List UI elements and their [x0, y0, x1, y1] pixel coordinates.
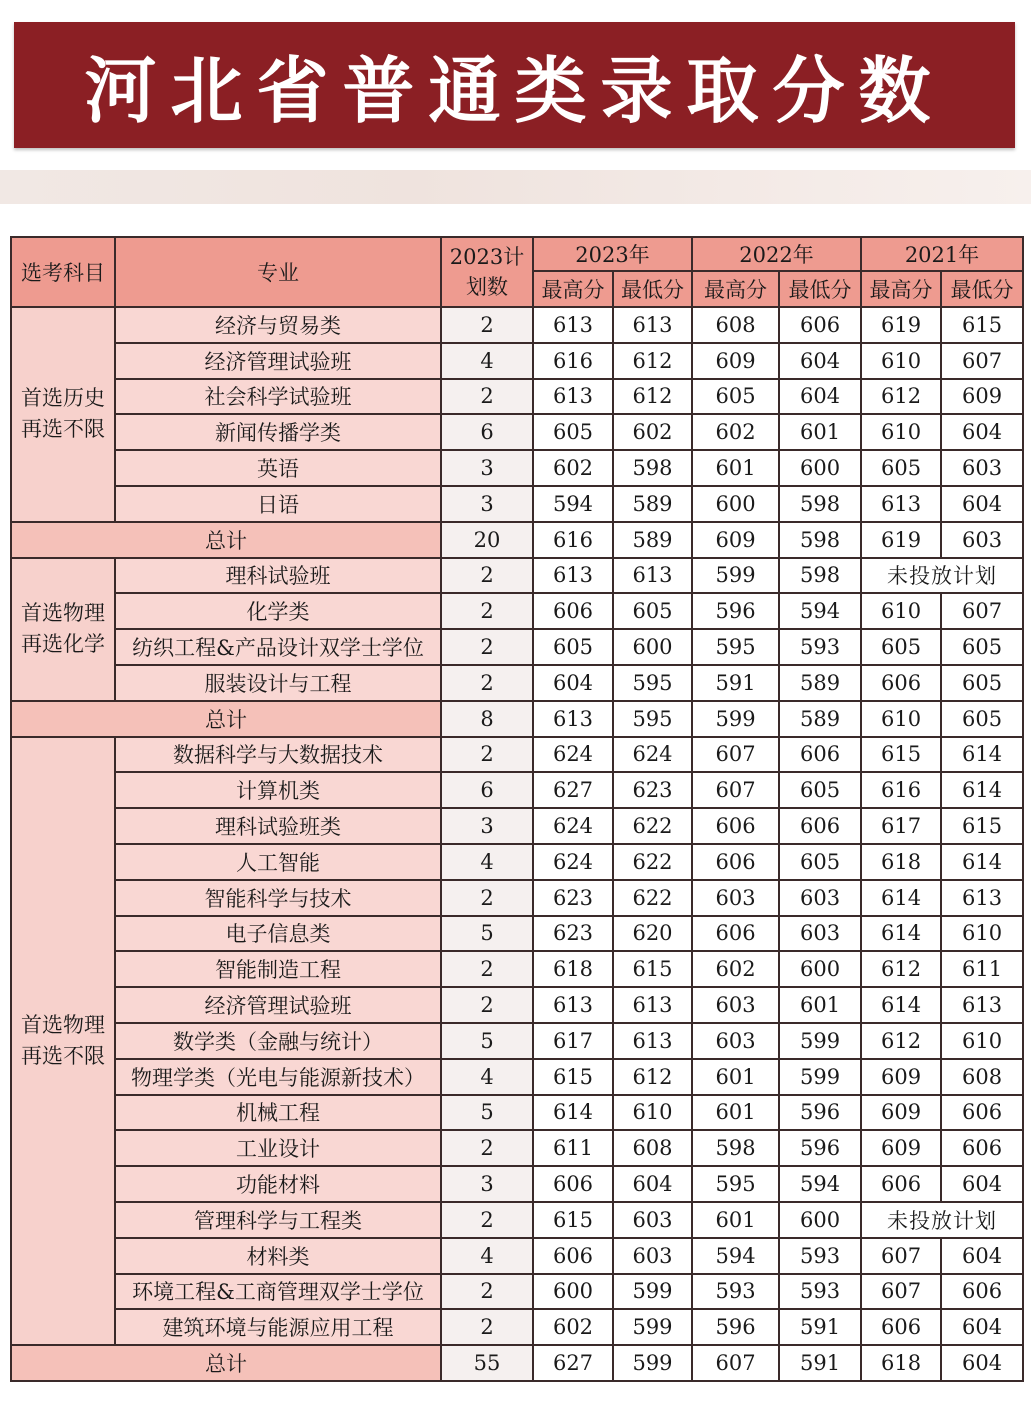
major-name: 数学类（金融与统计） — [115, 1023, 441, 1059]
header-min: 最低分 — [613, 271, 692, 307]
score-2022-min: 600 — [779, 951, 861, 987]
score-2021-min: 609 — [941, 379, 1023, 415]
table-row — [11, 737, 1023, 773]
major-name: 功能材料 — [115, 1166, 441, 1202]
table-row — [11, 1059, 1023, 1095]
table-row — [11, 593, 1023, 629]
score-2022-min: 593 — [779, 1274, 861, 1310]
score-2023-min: 612 — [613, 379, 692, 415]
major-name: 理科试验班类 — [115, 808, 441, 844]
score-2021-min: 610 — [941, 916, 1023, 952]
score-2022-max: 603 — [692, 880, 779, 916]
score-2021-max: 614 — [861, 987, 941, 1023]
score-2023-min: 603 — [613, 1238, 692, 1274]
score-2021-max: 612 — [861, 1023, 941, 1059]
score-2023-max: 627 — [533, 772, 613, 808]
score-2022-min: 594 — [779, 593, 861, 629]
major-name: 新闻传播学类 — [115, 414, 441, 450]
major-name: 经济管理试验班 — [115, 343, 441, 379]
major-name: 计算机类 — [115, 772, 441, 808]
score-2023-min: 622 — [613, 880, 692, 916]
total-2022-min: 598 — [779, 522, 861, 558]
score-2022-max: 595 — [692, 629, 779, 665]
score-2022-min: 605 — [779, 772, 861, 808]
header-year-2023: 2023年 — [533, 237, 692, 271]
header-plan: 2023计划数 — [441, 237, 533, 307]
score-2022-max: 602 — [692, 951, 779, 987]
total-2023-min: 589 — [613, 522, 692, 558]
score-2022-min: 596 — [779, 1130, 861, 1166]
score-2023-min: 598 — [613, 450, 692, 486]
total-2021-max: 619 — [861, 522, 941, 558]
score-2021-min: 613 — [941, 880, 1023, 916]
score-2022-min: 601 — [779, 414, 861, 450]
score-2022-max: 607 — [692, 772, 779, 808]
score-2023-min: 613 — [613, 1023, 692, 1059]
score-2021-max: 610 — [861, 414, 941, 450]
score-2023-min: 612 — [613, 1059, 692, 1095]
total-2022-max: 609 — [692, 522, 779, 558]
score-2021-note: 未投放计划 — [861, 1202, 1023, 1238]
score-2021-note: 未投放计划 — [861, 558, 1023, 594]
table-row — [11, 486, 1023, 522]
major-name: 日语 — [115, 486, 441, 522]
table-row — [11, 1095, 1023, 1131]
major-name: 智能制造工程 — [115, 951, 441, 987]
score-2022-max: 595 — [692, 1166, 779, 1202]
total-label: 总计 — [11, 1345, 441, 1381]
group-label-text: 首选物理再选化学 — [20, 601, 105, 657]
score-2021-max: 610 — [861, 343, 941, 379]
score-2021-max: 609 — [861, 1130, 941, 1166]
plan-count: 3 — [441, 486, 533, 522]
score-2023-max: 606 — [533, 1166, 613, 1202]
score-2023-max: 604 — [533, 665, 613, 701]
score-2022-max: 601 — [692, 1202, 779, 1238]
score-2021-min: 606 — [941, 1274, 1023, 1310]
total-row — [11, 701, 1023, 737]
score-2022-min: 589 — [779, 665, 861, 701]
plan-count: 2 — [441, 1202, 533, 1238]
score-2023-max: 624 — [533, 737, 613, 773]
score-2021-min: 610 — [941, 1023, 1023, 1059]
score-2021-min: 604 — [941, 1309, 1023, 1345]
plan-count: 6 — [441, 414, 533, 450]
score-2021-min: 611 — [941, 951, 1023, 987]
score-2023-max: 623 — [533, 880, 613, 916]
score-2023-min: 620 — [613, 916, 692, 952]
table-row — [11, 1238, 1023, 1274]
score-2021-max: 617 — [861, 808, 941, 844]
score-2021-min: 604 — [941, 486, 1023, 522]
score-2021-min: 607 — [941, 343, 1023, 379]
score-2022-max: 609 — [692, 343, 779, 379]
plan-count: 2 — [441, 737, 533, 773]
total-plan: 20 — [441, 522, 533, 558]
score-2021-max: 606 — [861, 1309, 941, 1345]
score-2022-max: 601 — [692, 1095, 779, 1131]
major-name: 智能科学与技术 — [115, 880, 441, 916]
score-2022-min: 598 — [779, 486, 861, 522]
score-2023-max: 614 — [533, 1095, 613, 1131]
score-2023-max: 600 — [533, 1274, 613, 1310]
table-row — [11, 665, 1023, 701]
score-2023-max: 615 — [533, 1059, 613, 1095]
score-2021-max: 607 — [861, 1274, 941, 1310]
plan-count: 2 — [441, 379, 533, 415]
major-name: 服装设计与工程 — [115, 665, 441, 701]
total-2021-min: 603 — [941, 522, 1023, 558]
table-row — [11, 844, 1023, 880]
score-2023-min: 599 — [613, 1274, 692, 1310]
header-max: 最高分 — [861, 271, 941, 307]
score-table — [10, 236, 1024, 1382]
score-2023-min: 622 — [613, 808, 692, 844]
table-row — [11, 1130, 1023, 1166]
plan-count: 4 — [441, 844, 533, 880]
major-name: 电子信息类 — [115, 916, 441, 952]
score-2021-min: 606 — [941, 1095, 1023, 1131]
group-label — [11, 737, 115, 1346]
score-2021-min: 614 — [941, 844, 1023, 880]
total-2021-min: 605 — [941, 701, 1023, 737]
score-2022-max: 599 — [692, 558, 779, 594]
score-2022-min: 604 — [779, 343, 861, 379]
table-row — [11, 414, 1023, 450]
score-2021-max: 614 — [861, 916, 941, 952]
score-2023-max: 602 — [533, 1309, 613, 1345]
plan-count: 2 — [441, 1274, 533, 1310]
plan-count: 2 — [441, 307, 533, 343]
total-plan: 55 — [441, 1345, 533, 1381]
score-2023-min: 595 — [613, 665, 692, 701]
table-row — [11, 1274, 1023, 1310]
score-2023-min: 623 — [613, 772, 692, 808]
score-2023-min: 624 — [613, 737, 692, 773]
score-2022-min: 593 — [779, 1238, 861, 1274]
score-2021-max: 612 — [861, 951, 941, 987]
plan-count: 5 — [441, 1023, 533, 1059]
plan-count: 2 — [441, 951, 533, 987]
table-row — [11, 343, 1023, 379]
score-2021-min: 605 — [941, 629, 1023, 665]
score-2023-max: 613 — [533, 558, 613, 594]
score-2022-max: 596 — [692, 1309, 779, 1345]
total-2023-min: 595 — [613, 701, 692, 737]
score-2021-min: 604 — [941, 1166, 1023, 1202]
score-2023-max: 605 — [533, 629, 613, 665]
score-2023-max: 605 — [533, 414, 613, 450]
title-banner — [14, 22, 1015, 148]
major-name: 英语 — [115, 450, 441, 486]
score-2021-max: 612 — [861, 379, 941, 415]
score-2022-min: 594 — [779, 1166, 861, 1202]
score-2022-min: 591 — [779, 1309, 861, 1345]
score-2022-min: 606 — [779, 307, 861, 343]
plan-count: 2 — [441, 629, 533, 665]
group-label — [11, 307, 115, 522]
plan-count: 2 — [441, 665, 533, 701]
table-row — [11, 307, 1023, 343]
score-2023-min: 612 — [613, 343, 692, 379]
total-plan: 8 — [441, 701, 533, 737]
score-2021-min: 604 — [941, 414, 1023, 450]
major-name: 化学类 — [115, 593, 441, 629]
score-2022-min: 598 — [779, 558, 861, 594]
score-2023-max: 624 — [533, 808, 613, 844]
major-name: 经济与贸易类 — [115, 307, 441, 343]
score-2023-max: 602 — [533, 450, 613, 486]
table-row — [11, 558, 1023, 594]
score-2023-min: 613 — [613, 307, 692, 343]
total-2022-min: 589 — [779, 701, 861, 737]
score-2023-min: 603 — [613, 1202, 692, 1238]
score-2023-min: 613 — [613, 558, 692, 594]
score-2021-min: 604 — [941, 1238, 1023, 1274]
score-2022-min: 600 — [779, 450, 861, 486]
score-2022-min: 599 — [779, 1023, 861, 1059]
score-2021-max: 607 — [861, 1238, 941, 1274]
total-2023-max: 627 — [533, 1345, 613, 1381]
table-row — [11, 880, 1023, 916]
score-2023-max: 617 — [533, 1023, 613, 1059]
score-2021-max: 606 — [861, 665, 941, 701]
score-2023-min: 610 — [613, 1095, 692, 1131]
score-2021-min: 606 — [941, 1130, 1023, 1166]
major-name: 材料类 — [115, 1238, 441, 1274]
score-2022-max: 603 — [692, 987, 779, 1023]
score-2023-min: 613 — [613, 987, 692, 1023]
total-2022-max: 599 — [692, 701, 779, 737]
score-2022-max: 607 — [692, 737, 779, 773]
plan-count: 6 — [441, 772, 533, 808]
total-2023-max: 613 — [533, 701, 613, 737]
score-2023-min: 605 — [613, 593, 692, 629]
table-row — [11, 916, 1023, 952]
major-name: 理科试验班 — [115, 558, 441, 594]
major-name: 建筑环境与能源应用工程 — [115, 1309, 441, 1345]
header-max: 最高分 — [692, 271, 779, 307]
score-2023-min: 622 — [613, 844, 692, 880]
total-2023-max: 616 — [533, 522, 613, 558]
total-2021-min: 604 — [941, 1345, 1023, 1381]
score-2023-min: 589 — [613, 486, 692, 522]
header-subject: 选考科目 — [11, 237, 115, 307]
score-2022-max: 596 — [692, 593, 779, 629]
plan-count: 3 — [441, 1166, 533, 1202]
group-label-text: 首选历史再选不限 — [20, 386, 105, 442]
score-2022-max: 591 — [692, 665, 779, 701]
total-label: 总计 — [11, 522, 441, 558]
score-2021-min: 614 — [941, 737, 1023, 773]
major-name: 工业设计 — [115, 1130, 441, 1166]
header-year-2021: 2021年 — [861, 237, 1023, 271]
score-2022-min: 605 — [779, 844, 861, 880]
plan-count: 5 — [441, 1095, 533, 1131]
total-2021-max: 618 — [861, 1345, 941, 1381]
score-2021-max: 605 — [861, 450, 941, 486]
table-body — [11, 307, 1023, 1381]
score-2022-min: 599 — [779, 1059, 861, 1095]
score-2023-min: 608 — [613, 1130, 692, 1166]
score-2022-max: 601 — [692, 1059, 779, 1095]
score-2021-max: 618 — [861, 844, 941, 880]
plan-count: 2 — [441, 880, 533, 916]
major-name: 环境工程&工商管理双学士学位 — [115, 1274, 441, 1310]
plan-count: 2 — [441, 987, 533, 1023]
table-row — [11, 1202, 1023, 1238]
major-name: 社会科学试验班 — [115, 379, 441, 415]
score-2021-min: 605 — [941, 665, 1023, 701]
score-2021-min: 607 — [941, 593, 1023, 629]
header-max: 最高分 — [533, 271, 613, 307]
score-2023-max: 618 — [533, 951, 613, 987]
score-2023-max: 613 — [533, 379, 613, 415]
table-row — [11, 1023, 1023, 1059]
table-row — [11, 629, 1023, 665]
table-row — [11, 450, 1023, 486]
score-2022-max: 598 — [692, 1130, 779, 1166]
plan-count: 2 — [441, 558, 533, 594]
table-row — [11, 379, 1023, 415]
table-row — [11, 772, 1023, 808]
plan-count: 3 — [441, 450, 533, 486]
score-2022-max: 606 — [692, 844, 779, 880]
score-2023-max: 616 — [533, 343, 613, 379]
score-2022-min: 604 — [779, 379, 861, 415]
plan-count: 2 — [441, 593, 533, 629]
score-2022-max: 602 — [692, 414, 779, 450]
table-row — [11, 808, 1023, 844]
table-row — [11, 951, 1023, 987]
score-2021-max: 605 — [861, 629, 941, 665]
score-2021-min: 615 — [941, 307, 1023, 343]
group-label-text: 首选物理再选不限 — [20, 1012, 105, 1068]
score-2021-min: 608 — [941, 1059, 1023, 1095]
total-row — [11, 522, 1023, 558]
group-label — [11, 558, 115, 701]
score-2022-max: 601 — [692, 450, 779, 486]
header-year-2022: 2022年 — [692, 237, 861, 271]
score-2021-max: 609 — [861, 1095, 941, 1131]
score-2021-min: 603 — [941, 450, 1023, 486]
score-2021-max: 606 — [861, 1166, 941, 1202]
total-label: 总计 — [11, 701, 441, 737]
score-2022-min: 596 — [779, 1095, 861, 1131]
score-2023-max: 606 — [533, 593, 613, 629]
score-2021-min: 615 — [941, 808, 1023, 844]
score-2022-min: 603 — [779, 880, 861, 916]
header-min: 最低分 — [941, 271, 1023, 307]
major-name: 管理科学与工程类 — [115, 1202, 441, 1238]
major-name: 人工智能 — [115, 844, 441, 880]
score-2022-max: 606 — [692, 808, 779, 844]
plan-count: 2 — [441, 1309, 533, 1345]
score-2022-min: 603 — [779, 916, 861, 952]
score-2023-max: 613 — [533, 987, 613, 1023]
major-name: 物理学类（光电与能源新技术） — [115, 1059, 441, 1095]
score-2022-min: 593 — [779, 629, 861, 665]
score-2023-max: 613 — [533, 307, 613, 343]
score-2022-min: 606 — [779, 808, 861, 844]
score-2023-min: 604 — [613, 1166, 692, 1202]
header-major: 专业 — [115, 237, 441, 307]
score-2021-min: 614 — [941, 772, 1023, 808]
score-2022-max: 600 — [692, 486, 779, 522]
score-2021-max: 610 — [861, 593, 941, 629]
major-name: 数据科学与大数据技术 — [115, 737, 441, 773]
score-2022-min: 601 — [779, 987, 861, 1023]
score-2022-max: 605 — [692, 379, 779, 415]
table-row — [11, 987, 1023, 1023]
page-title: 河北省普通类录取分数 — [84, 49, 945, 133]
score-2022-max: 594 — [692, 1238, 779, 1274]
total-row — [11, 1345, 1023, 1381]
score-2022-max: 608 — [692, 307, 779, 343]
table-row — [11, 1166, 1023, 1202]
major-name: 经济管理试验班 — [115, 987, 441, 1023]
table-row — [11, 1309, 1023, 1345]
score-2021-max: 616 — [861, 772, 941, 808]
score-2022-max: 593 — [692, 1274, 779, 1310]
score-2022-min: 600 — [779, 1202, 861, 1238]
score-2023-max: 624 — [533, 844, 613, 880]
score-2021-max: 613 — [861, 486, 941, 522]
score-2021-max: 614 — [861, 880, 941, 916]
score-2023-min: 602 — [613, 414, 692, 450]
score-2021-max: 619 — [861, 307, 941, 343]
score-2022-max: 606 — [692, 916, 779, 952]
plan-count: 4 — [441, 1238, 533, 1274]
score-2023-min: 615 — [613, 951, 692, 987]
total-2021-max: 610 — [861, 701, 941, 737]
score-2023-min: 599 — [613, 1309, 692, 1345]
plan-count: 5 — [441, 916, 533, 952]
major-name: 机械工程 — [115, 1095, 441, 1131]
score-2023-max: 606 — [533, 1238, 613, 1274]
score-2022-min: 606 — [779, 737, 861, 773]
header-min: 最低分 — [779, 271, 861, 307]
score-2023-max: 594 — [533, 486, 613, 522]
score-2021-min: 613 — [941, 987, 1023, 1023]
score-2023-min: 600 — [613, 629, 692, 665]
score-2021-max: 615 — [861, 737, 941, 773]
major-name: 纺织工程&产品设计双学士学位 — [115, 629, 441, 665]
score-2023-max: 611 — [533, 1130, 613, 1166]
plan-count: 3 — [441, 808, 533, 844]
score-2023-max: 623 — [533, 916, 613, 952]
total-2023-min: 599 — [613, 1345, 692, 1381]
total-2022-max: 607 — [692, 1345, 779, 1381]
score-2022-max: 603 — [692, 1023, 779, 1059]
plan-count: 4 — [441, 343, 533, 379]
total-2022-min: 591 — [779, 1345, 861, 1381]
score-2021-max: 609 — [861, 1059, 941, 1095]
decorative-band — [0, 170, 1031, 204]
score-2023-max: 615 — [533, 1202, 613, 1238]
plan-count: 2 — [441, 1130, 533, 1166]
plan-count: 4 — [441, 1059, 533, 1095]
